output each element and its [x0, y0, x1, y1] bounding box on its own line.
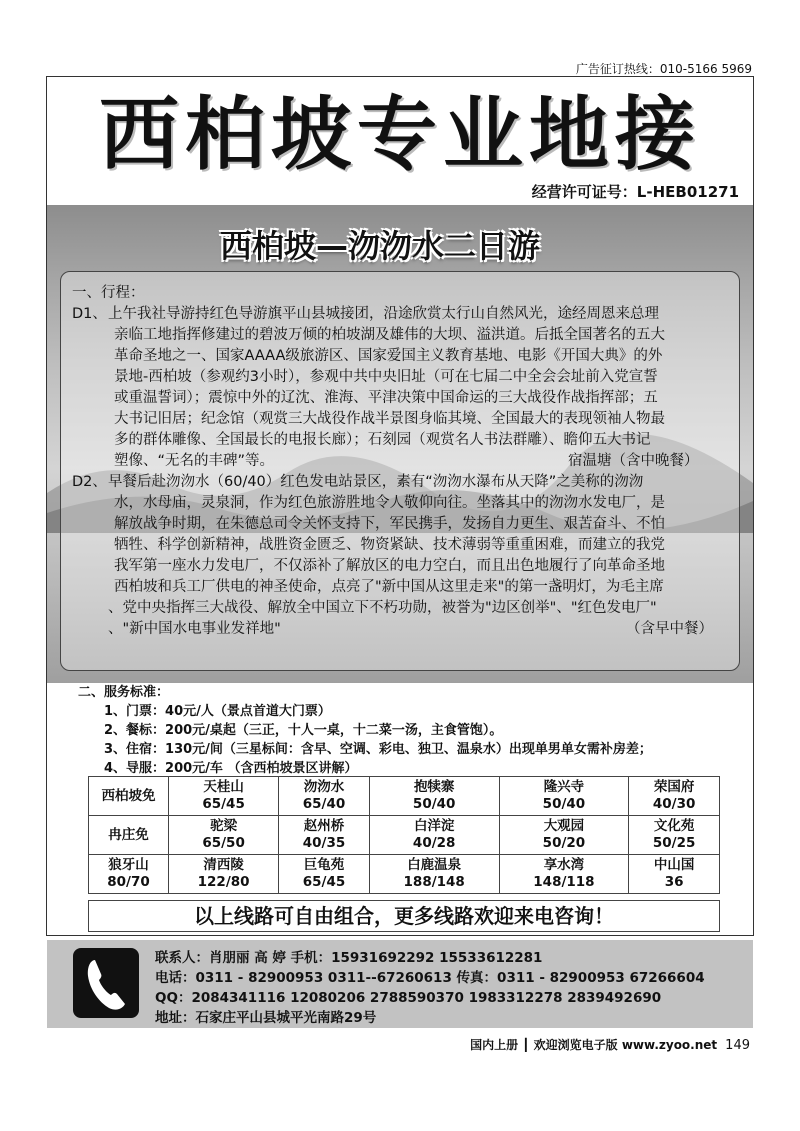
- attraction-name: 赵州桥: [303, 818, 345, 834]
- attraction-name: 文化苑: [653, 818, 695, 834]
- attraction-price: 122/80: [197, 874, 250, 890]
- price-cell: [499, 777, 629, 816]
- day2-line: 水，水母庙，灵泉洞，作为红色旅游胜地令人敬仰向往。坐落其中的沕沕水发电厂，是: [114, 495, 665, 511]
- footer-text: 国内上册 ┃ 欢迎浏览电子版 www.zyoo.net: [470, 1038, 718, 1052]
- table-row: [89, 855, 720, 894]
- page-number: 149: [725, 1038, 750, 1053]
- tour-subtitle: 西柏坡—沕沕水二日游: [219, 227, 540, 265]
- price-cell: [499, 855, 629, 894]
- attraction-name: 天桂山: [203, 779, 244, 795]
- day2-line: 早餐后赴沕沕水（60/40）红色发电站景区，素有“沕沕水瀑布从天降”之美称的沕沕: [108, 474, 644, 490]
- attraction-price: 188/148: [403, 874, 465, 890]
- price-cell: [169, 855, 279, 894]
- price-cell: [629, 777, 720, 816]
- service-item: 3、住宿：130元/间（三星标间：含早、空调、彩电、独卫、温泉水）出现单男单女需补房差；: [104, 742, 652, 757]
- contact-person-line: 联系人：肖朋丽 高 婷 手机：15931692292 15533612281: [155, 950, 543, 966]
- phone-icon: [73, 948, 139, 1018]
- itinerary-heading: 一、行程：: [72, 285, 145, 301]
- attraction-name: 沕沕水: [303, 779, 345, 795]
- attraction-price: 65/40: [302, 796, 346, 812]
- row-header: [89, 816, 169, 855]
- price-cell: [279, 855, 370, 894]
- attraction-price: 50/40: [542, 796, 586, 812]
- day1-line: 或重温誓词）；震惊中外的辽沈、淮海、平津决策中国命运的三大战役作战指挥部；五: [114, 390, 658, 406]
- day2-meals: （含早中餐）: [626, 621, 713, 637]
- attraction-name: 荣国府: [653, 779, 695, 795]
- attraction-name: 享水湾: [543, 857, 585, 873]
- attraction-name: 清西陵: [203, 857, 244, 873]
- service-item: 2、餐标：200元/桌起（三正，十人一桌，十二菜一汤，主食管饱）。: [104, 723, 503, 738]
- price-cell: [279, 816, 370, 855]
- price-cell: [169, 816, 279, 855]
- tour-subtitle-box: [185, 217, 575, 263]
- row-header-text: 狼牙山: [108, 857, 149, 873]
- attraction-price: 65/50: [202, 835, 245, 851]
- ad-hotline: 广告征订热线：010-5166 5969: [575, 62, 752, 76]
- combine-routes-note: 以上线路可自由组合，更多线路欢迎来电咨询！: [88, 900, 720, 932]
- day2-line: 牺牲、科学创新精神，战胜资金匮乏、物资紧缺、技术薄弱等重重困难，而建立的我党: [114, 537, 665, 553]
- attraction-price: 40/28: [412, 835, 456, 851]
- day1-label: D1、: [72, 306, 107, 322]
- service-item: 4、导服：200元/车 （含西柏坡景区讲解）: [104, 761, 358, 776]
- attraction-price: 36: [664, 874, 684, 890]
- day1-line: 多的群体雕像、全国最长的电报长廊）；石刻园（观赏名人书法群雕）、瞻仰五大书记: [114, 432, 651, 448]
- attraction-name: 巨龟苑: [303, 857, 345, 873]
- day2-line: 我军第一座水力发电厂，不仅添补了解放区的电力空白，而且出色地履行了向革命圣地: [114, 558, 665, 574]
- table-row: [89, 777, 720, 816]
- contact-panel: [47, 940, 753, 1028]
- attraction-name: 白洋淀: [413, 818, 455, 834]
- contact-phone-line: 电话：0311 - 82900953 0311--67260613 传真：0311 - 82900953 67266604: [155, 970, 705, 986]
- attraction-name: 驼梁: [210, 818, 238, 834]
- price-cell: [629, 855, 720, 894]
- day1-line: 大书记旧居；纪念馆（观赏三大战役作战半景图身临其境、全国最大的表现领袖人物最: [114, 411, 665, 427]
- row-header-price: 80/70: [107, 874, 150, 890]
- price-cell: [369, 816, 499, 855]
- attraction-price: 148/118: [533, 874, 595, 890]
- attraction-name: 中山国: [653, 857, 695, 873]
- day2-line: 、党中央指挥三大战役、解放全中国立下不朽功勋，被誉为"边区创举"、"红色发电厂": [108, 600, 657, 616]
- attraction-name: 隆兴寺: [543, 779, 585, 795]
- price-cell: [499, 816, 629, 855]
- contact-qq-line: QQ：2084341116 12080206 2788590370 1983312278 2839492690: [155, 990, 662, 1006]
- attraction-price: 50/25: [652, 835, 696, 851]
- price-cell: [169, 777, 279, 816]
- attraction-price: 65/45: [302, 874, 346, 890]
- header-banner: [47, 77, 753, 205]
- day1-line: 塑像、“无名的丰碑”等。: [114, 453, 275, 469]
- day2-line: 西柏坡和兵工厂供电的神圣使命，点亮了"新中国从这里走来"的第一盏明灯，为毛主席: [114, 579, 664, 595]
- day2-line: 、"新中国水电事业发祥地": [108, 621, 281, 637]
- table-row: [89, 816, 720, 855]
- price-cell: [369, 777, 499, 816]
- page-title: 西柏坡专业地接: [99, 88, 701, 181]
- contact-address-line: 地址：石家庄平山县城平光南路29号: [155, 1010, 377, 1026]
- attraction-price: 40/30: [652, 796, 696, 812]
- attraction-price: 65/45: [202, 796, 245, 812]
- price-cell: [629, 816, 720, 855]
- price-cell: [279, 777, 370, 816]
- day1-accommodation: 宿温塘（含中晚餐）: [568, 453, 699, 469]
- row-header: [89, 777, 169, 816]
- day1-line: 革命圣地之一、国家AAAA级旅游区、国家爱国主义教育基地、电影《开国大典》的外: [114, 348, 663, 364]
- price-cell: [369, 855, 499, 894]
- day2-line: 解放战争时期，在朱德总司令关怀支持下，军民携手，发扬自力更生、艰苦奋斗、不怕: [114, 516, 665, 532]
- service-item: 1、门票：40元/人（景点首道大门票）: [104, 704, 331, 719]
- row-header-text: 冉庄免: [108, 826, 149, 843]
- price-table: [88, 776, 720, 894]
- day1-line: 亲临工地指挥修建过的碧波万倾的柏坡湖及雄伟的大坝、溢洪道。后抵全国著名的五大: [114, 327, 665, 343]
- day1-line: 景地-西柏坡（参观约3小时），参观中共中央旧址（可在七届二中全会会址前入党宣誓: [114, 369, 658, 385]
- attraction-name: 抱犊寨: [413, 779, 455, 795]
- attraction-price: 40/35: [302, 835, 346, 851]
- attraction-price: 50/40: [412, 796, 456, 812]
- day2-label: D2、: [72, 474, 107, 490]
- attraction-name: 白鹿温泉: [407, 857, 462, 873]
- attraction-name: 大观园: [543, 818, 585, 834]
- row-header: [89, 855, 169, 894]
- row-header-text: 西柏坡免: [101, 787, 156, 804]
- license-number: 经营许可证号：L-HEB01271: [531, 183, 739, 201]
- page-footer: [470, 1036, 750, 1053]
- services-heading: 二、服务标准：: [78, 685, 170, 700]
- day1-line: 上午我社导游持红色导游旗平山县城接团，沿途欣赏太行山自然风光，途经周恩来总理: [108, 306, 659, 322]
- attraction-price: 50/20: [542, 835, 586, 851]
